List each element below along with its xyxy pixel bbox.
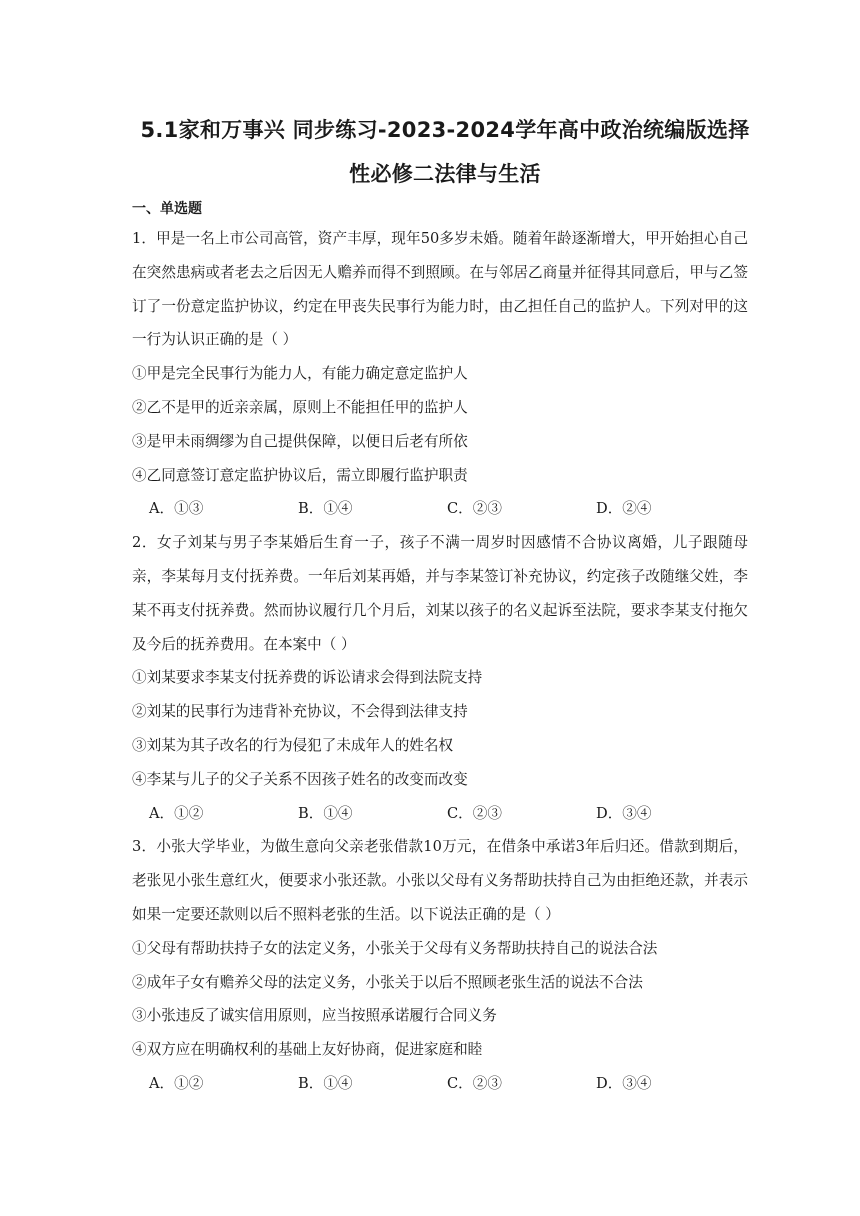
- statement-3: ③刘某为其子改名的行为侵犯了未成年人的姓名权: [132, 736, 454, 754]
- statement-1: ①父母有帮助扶持子女的法定义务，小张关于父母有义务帮助扶持自己的说法合法: [132, 939, 658, 957]
- question-stem: 1．甲是一名上市公司高管，资产丰厚，现年50多岁未婚。随着年龄逐渐增大，甲开始担心自己在突然患病或者老去之后因无人赡养而得不到照顾。在与邻居乙商量并征得其同意后，甲与乙签订了一份意定监护协议，约定在甲丧失民事行为能力时，由乙担任自己的监护人。下列对甲的这一行为认识正确的是（ ）: [132, 230, 748, 349]
- option-b: B．①④: [298, 1074, 353, 1092]
- statement-1: ①刘某要求李某支付抚养费的诉讼请求会得到法院支持: [132, 669, 483, 687]
- option-d: D．③④: [596, 1074, 652, 1092]
- question-1: [132, 222, 748, 526]
- answer-options: [132, 492, 748, 526]
- document-title: [126, 108, 764, 196]
- option-c: C．②③: [447, 1074, 502, 1092]
- option-a: A．①②: [149, 1074, 204, 1092]
- question-stem: 3．小张大学毕业，为做生意向父亲老张借款10万元，在借条中承诺3年后归还。借款到期后，老张见小张生意红火，便要求小张还款。小张以父母有义务帮助扶持自己为由拒绝还款，并表示如果一定要还款则以后不照料老张的生活。以下说法正确的是（ ）: [132, 838, 748, 923]
- option-c: C．②③: [447, 500, 502, 518]
- section-heading: 一、单选题: [132, 201, 202, 217]
- question-2: [132, 526, 748, 830]
- statement-2: ②成年子女有赡养父母的法定义务，小张关于以后不照顾老张生活的说法不合法: [132, 973, 643, 991]
- option-b: B．①④: [298, 500, 353, 518]
- option-b: B．①④: [298, 804, 353, 822]
- option-d: D．②④: [596, 500, 652, 518]
- question-stem: 2．女子刘某与男子李某婚后生育一子，孩子不满一周岁时因感情不合协议离婚，儿子跟随母亲，李某每月支付抚养费。一年后刘某再婚，并与李某签订补充协议，约定孩子改随继父姓，李某不再支付抚养费。然而协议履行几个月后，刘某以孩子的名义起诉至法院，要求李某支付拖欠及今后的抚养费用。在本案中（ ）: [132, 534, 748, 653]
- statement-2: ②乙不是甲的近亲亲属，原则上不能担任甲的监护人: [132, 398, 468, 416]
- option-d: D．③④: [596, 804, 652, 822]
- answer-options: [132, 797, 748, 831]
- question-3: [132, 830, 748, 1100]
- answer-options: [132, 1067, 748, 1101]
- statement-4: ④乙同意签订意定监护协议后，需立即履行监护职责: [132, 466, 468, 484]
- statement-4: ④双方应在明确权利的基础上友好协商，促进家庭和睦: [132, 1041, 483, 1059]
- statement-3: ③小张违反了诚实信用原则，应当按照承诺履行合同义务: [132, 1007, 497, 1025]
- title-line-1: 5.1家和万事兴 同步练习-2023-2024学年高中政治统编版选择: [140, 118, 750, 142]
- statement-3: ③是甲未雨绸缪为自己提供保障，以便日后老有所依: [132, 432, 468, 450]
- option-a: A．①③: [149, 500, 204, 518]
- title-line-2: 性必修二法律与生活: [349, 162, 541, 186]
- option-a: A．①②: [149, 804, 204, 822]
- statement-2: ②刘某的民事行为违背补充协议，不会得到法律支持: [132, 703, 468, 721]
- statement-4: ④李某与儿子的父子关系不因孩子姓名的改变而改变: [132, 770, 468, 788]
- statement-1: ①甲是完全民事行为能力人，有能力确定意定监护人: [132, 365, 468, 383]
- option-c: C．②③: [447, 804, 502, 822]
